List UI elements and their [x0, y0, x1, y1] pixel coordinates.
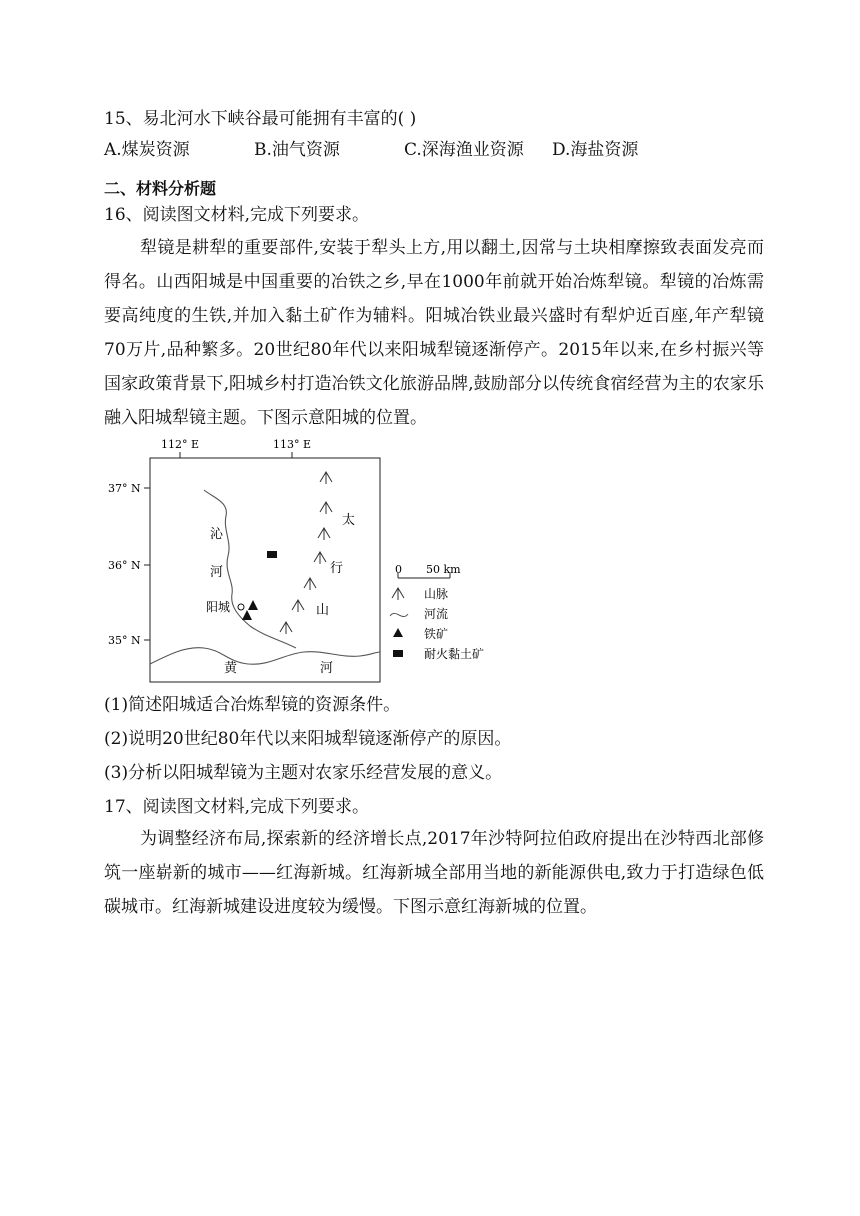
- question-16-sub-1: (1)简述阳城适合冶炼犁镜的资源条件。: [104, 695, 401, 715]
- lon-label-113: 113° E: [273, 438, 312, 451]
- option-a[interactable]: A.煤炭资源: [104, 140, 190, 160]
- legend-river-icon: [390, 613, 408, 616]
- river-qin-label-2: 河: [210, 565, 224, 580]
- question-16-sub-2: (2)说明20世纪80年代以来阳城犁镜逐渐停产的原因。: [104, 729, 512, 749]
- river-qin-label-1: 沁: [210, 527, 224, 542]
- question-16-intro: 16、阅读图文材料,完成下列要求。: [104, 205, 370, 225]
- lat-label-35: 35° N: [108, 634, 141, 647]
- refractory-clay-mine-marker: [267, 551, 277, 558]
- iron-ore-marker-1: [248, 600, 258, 610]
- map-frame: [150, 458, 380, 682]
- question-17-intro: 17、阅读图文材料,完成下列要求。: [104, 797, 370, 817]
- river-huang-label-1: 黄: [224, 661, 238, 676]
- legend-clay-icon: [393, 650, 403, 657]
- scale-length: 50 km: [426, 563, 461, 576]
- river-huang-label-2: 河: [320, 661, 334, 676]
- option-b[interactable]: B.油气资源: [254, 140, 340, 160]
- option-d[interactable]: D.海盐资源: [552, 140, 639, 160]
- mountain-label-hang: 行: [330, 561, 344, 576]
- lon-label-112: 112° E: [161, 438, 200, 451]
- lat-label-36: 36° N: [108, 559, 141, 572]
- mountain-label-tai: 太: [342, 513, 356, 528]
- yangcheng-city-marker: [238, 604, 244, 610]
- yangcheng-location-map: [104, 432, 524, 690]
- section-title: 二、材料分析题: [104, 179, 217, 198]
- question-15-stem: 15、易北河水下峡谷最可能拥有丰富的( ): [104, 109, 417, 129]
- yellow-river: [150, 648, 380, 665]
- yangcheng-city-label: 阳城: [206, 600, 231, 614]
- legend-mountain-label: 山脉: [424, 587, 449, 601]
- map-legend: [390, 587, 484, 661]
- legend-iron-ore-label: 铁矿: [424, 627, 449, 641]
- mountain-label-shan: 山: [316, 603, 330, 618]
- question-16-material: 犁镜是耕犁的重要部件,安装于犁头上方,用以翻土,因常与土块相摩擦致表面发亮而得名。山西阳城是中国重要的冶铁之乡,早在1000年前就开始冶炼犁镜。犁镜的冶炼需要高纯度的生铁,并加入黏土矿作为辅料。阳城冶铁业最兴盛时有犁炉近百座,年产犁镜70万片,品种繁多。20世纪80年代以来阳城犁镜逐渐停产。2015年以来,在乡村振兴等国家政策背景下,阳城乡村打造冶铁文化旅游品牌,鼓励部分以传统食宿经营为主的农家乐融入阳城犁镜主题。下图示意阳城的位置。: [104, 238, 764, 428]
- iron-ore-marker-2: [242, 610, 252, 620]
- legend-mountain-icon: [392, 588, 404, 600]
- option-c[interactable]: C.深海渔业资源: [404, 140, 524, 160]
- lat-label-37: 37° N: [108, 482, 141, 495]
- legend-river-label: 河流: [424, 607, 449, 621]
- scale-zero: 0: [395, 563, 402, 576]
- question-16-sub-3: (3)分析以阳城犁镜为主题对农家乐经营发展的意义。: [104, 763, 503, 783]
- question-17-material: 为调整经济布局,探索新的经济增长点,2017年沙特阿拉伯政府提出在沙特西北部修筑一座崭新的城市——红海新城。红海新城全部用当地的新能源供电,致力于打造绿色低碳城市。红海新城建设进度较为缓慢。下图示意红海新城的位置。: [104, 829, 764, 917]
- legend-clay-label: 耐火黏土矿: [424, 647, 485, 661]
- legend-iron-ore-icon: [393, 628, 403, 637]
